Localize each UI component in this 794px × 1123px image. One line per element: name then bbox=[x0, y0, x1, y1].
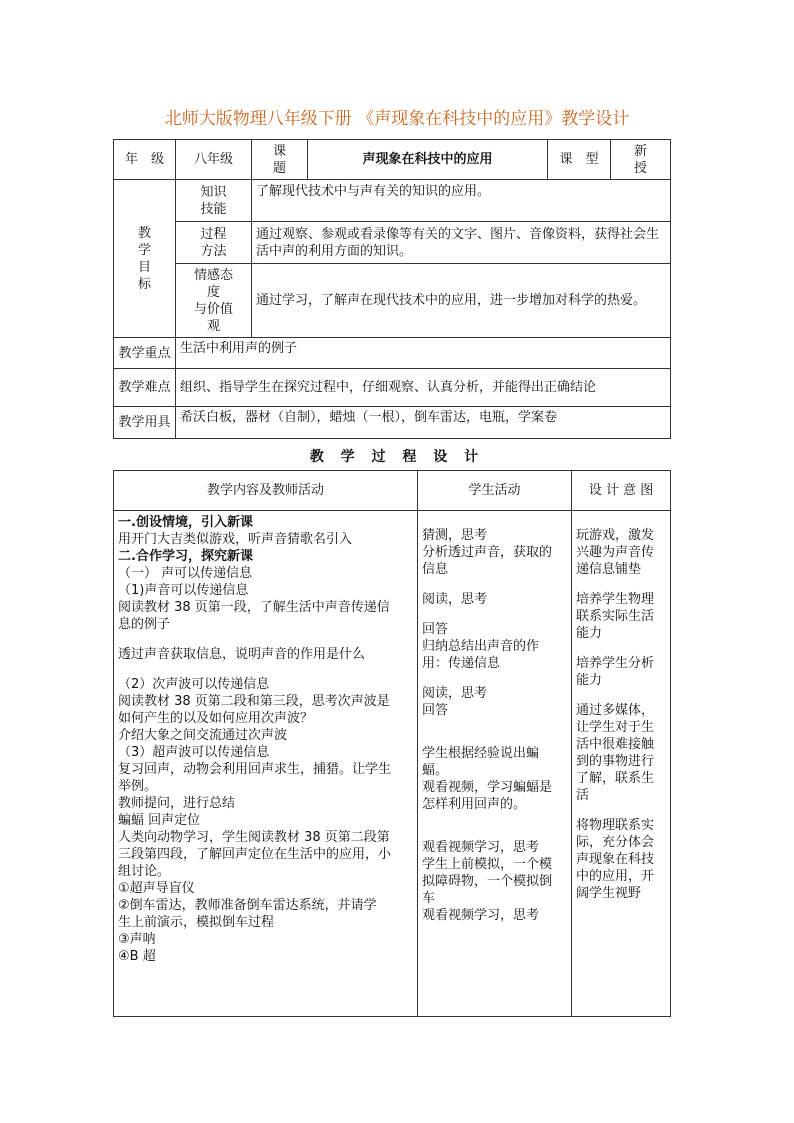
intent-line: 递信息铺垫 bbox=[576, 562, 642, 577]
student-line: 怎样利用回声的。 bbox=[422, 797, 527, 812]
key-point-text: 生活中利用声的例子 bbox=[176, 338, 671, 369]
intent-line: 将物理联系实 bbox=[576, 818, 655, 833]
objective-row-knowledge bbox=[114, 180, 671, 222]
objectives-label: 教 学 目 标 bbox=[114, 180, 176, 338]
content-line: 阅读教材 38 页第一段，了解生活中声音传递信 bbox=[118, 600, 390, 615]
intent-line: 能力 bbox=[576, 673, 603, 688]
intent-line: 培养学生分析 bbox=[576, 656, 655, 671]
tools-text: 希沃白板，器材（自制），蜡烛（一根），倒车雷达，电瓶，学案卷 bbox=[176, 407, 671, 439]
objective-label-process: 过程 方法 bbox=[176, 222, 252, 264]
student-line: 归纳总结出声音的作 bbox=[422, 639, 540, 654]
student-line: 观看视频学习，思考 bbox=[422, 908, 540, 923]
intent-line: 声现象在科技 bbox=[576, 852, 655, 867]
content-line: 阅读教材 38 页第二段和第三段，思考次声波是 bbox=[118, 694, 390, 709]
intent-line: 活中很难接触 bbox=[576, 737, 655, 752]
content-line: 教师提问，进行总结 bbox=[118, 796, 236, 811]
intent-line bbox=[576, 578, 666, 591]
intent-line: 玩游戏，激发 bbox=[576, 528, 655, 543]
content-line: 举例。 bbox=[118, 779, 158, 794]
content-line: （2）次声波可以传递信息 bbox=[118, 677, 270, 692]
student-line: 回答 bbox=[422, 703, 449, 718]
content-line: 透过声音获取信息，说明声音的作用是什么 bbox=[118, 647, 366, 662]
content-column bbox=[114, 511, 418, 1017]
key-point-row bbox=[114, 338, 671, 369]
objective-label-emotion: 情感态 度 与价值 观 bbox=[176, 264, 252, 338]
process-section-title: 教 学 过 程 设 计 bbox=[309, 449, 485, 465]
intent-line: 让学生对于生 bbox=[576, 720, 655, 735]
content-line: 三段第四段，了解回声定位在生活中的应用，小 bbox=[118, 847, 392, 862]
intent-line: 能力 bbox=[576, 626, 603, 641]
student-line: 阅读，思考 bbox=[422, 686, 488, 701]
content-line: 组讨论。 bbox=[118, 864, 171, 879]
intent-line bbox=[576, 804, 666, 817]
difficulty-text: 组织、指导学生在探究过程中，仔细观察、认真分析，并能得出正确结论 bbox=[176, 369, 671, 407]
student-line bbox=[422, 608, 567, 621]
content-line: ①超声导盲仪 bbox=[118, 881, 195, 896]
student-line: 阅读，思考 bbox=[422, 592, 488, 607]
content-line bbox=[118, 663, 413, 676]
intent-line: 了解，联系生 bbox=[576, 771, 655, 786]
objective-row-emotion bbox=[114, 264, 671, 338]
student-line: 拟障碍物，一个模拟倒 bbox=[422, 874, 553, 889]
student-line: 分析透过声音，获取的 bbox=[422, 545, 553, 560]
objective-row-process bbox=[114, 222, 671, 264]
objective-text-process: 通过观察、参观或看录像等有关的文字、图片、音像资料，获得社会生活中声的利用方面的知识。 bbox=[252, 222, 671, 264]
objective-text-emotion: 通过学习，了解声在现代技术中的应用，进一步增加对科学的热爱。 bbox=[252, 264, 671, 338]
document-title: 北师大版物理八年级下册 《声现象在科技中的应用》教学设计 bbox=[164, 109, 630, 129]
info-row bbox=[114, 140, 671, 180]
header-content: 教学内容及教师活动 bbox=[114, 471, 418, 511]
student-lines bbox=[422, 514, 567, 924]
student-line: 学生上前模拟，一个模 bbox=[422, 857, 553, 872]
student-line bbox=[422, 719, 567, 732]
student-line: 车 bbox=[422, 891, 436, 906]
content-lines bbox=[118, 514, 413, 965]
student-line: 回答 bbox=[422, 622, 449, 637]
header-student: 学生活动 bbox=[418, 471, 572, 511]
student-line: 观看视频，学习蝙蝠是 bbox=[422, 780, 553, 795]
content-line: ④B 超 bbox=[118, 949, 156, 964]
type-label: 课 型 bbox=[548, 140, 611, 180]
topic-label: 课 题 bbox=[252, 140, 308, 180]
student-line: 用：传递信息 bbox=[422, 656, 501, 671]
student-line bbox=[422, 732, 567, 745]
content-line: 息的例子 bbox=[118, 617, 171, 632]
student-column bbox=[418, 511, 572, 1017]
content-line: 如何产生的以及如何应用次声波？ bbox=[118, 711, 314, 726]
intent-line: 通过多媒体， bbox=[576, 703, 655, 718]
intent-line bbox=[576, 689, 666, 702]
content-line: 人类向动物学习，学生阅读教材 38 页第二段第 bbox=[118, 830, 390, 845]
topic-value: 声现象在科技中的应用 bbox=[308, 140, 548, 180]
intent-line: 中的应用，开 bbox=[576, 869, 655, 884]
content-line: （1)声音可以传递信息 bbox=[118, 583, 249, 598]
header-intent: 设 计 意 图 bbox=[572, 471, 671, 511]
process-body-row bbox=[114, 511, 671, 1017]
key-point-label: 教学重点 bbox=[114, 338, 176, 369]
student-line bbox=[422, 514, 567, 527]
difficulty-row bbox=[114, 369, 671, 407]
intent-line bbox=[576, 514, 666, 527]
student-line bbox=[422, 578, 567, 591]
content-line: ②倒车雷达，教师准备倒车雷达系统，并请学 bbox=[118, 898, 377, 913]
student-line: 学生根据经验说出蝙 bbox=[422, 746, 540, 761]
content-line: ③声呐 bbox=[118, 932, 156, 947]
student-line bbox=[422, 672, 567, 685]
intent-line: 活 bbox=[576, 788, 590, 803]
objective-label-knowledge: 知识 技能 bbox=[176, 180, 252, 222]
difficulty-label: 教学难点 bbox=[114, 369, 176, 407]
student-line bbox=[422, 826, 567, 839]
student-line bbox=[422, 813, 567, 826]
content-line: 介绍大象之间交流通过次声波 bbox=[118, 728, 288, 743]
intent-line: 到的事物进行 bbox=[576, 754, 655, 769]
grade-label: 年 级 bbox=[114, 140, 176, 180]
lesson-info-table bbox=[113, 139, 671, 439]
content-line: 一.创设情境，引入新课 bbox=[118, 515, 253, 530]
intent-lines bbox=[576, 514, 666, 902]
objective-text-knowledge: 了解现代技术中与声有关的知识的应用。 bbox=[252, 180, 671, 222]
intent-line bbox=[576, 642, 666, 655]
student-line: 蝠。 bbox=[422, 763, 449, 778]
tools-label: 教学用具 bbox=[114, 407, 176, 439]
content-line: （3）超声波可以传递信息 bbox=[118, 745, 270, 760]
content-line: 蝙蝠 回声定位 bbox=[118, 813, 201, 828]
intent-line: 兴趣为声音传 bbox=[576, 545, 655, 560]
student-line: 信息 bbox=[422, 562, 449, 577]
content-line: 二.合作学习，探究新课 bbox=[118, 549, 253, 564]
grade-value: 八年级 bbox=[176, 140, 252, 180]
content-line: 用开门大吉类似游戏，听声音猜歌名引入 bbox=[118, 532, 353, 547]
intent-line: 联系实际生活 bbox=[576, 609, 655, 624]
intent-column bbox=[572, 511, 671, 1017]
process-table bbox=[113, 470, 671, 1017]
content-line: 生上前演示，模拟倒车过程 bbox=[118, 915, 275, 930]
intent-line: 际，充分体会 bbox=[576, 835, 655, 850]
tools-row bbox=[114, 407, 671, 439]
intent-line: 阔学生视野 bbox=[576, 886, 642, 901]
type-value: 新 授 bbox=[611, 140, 671, 180]
student-line: 猜测，思考 bbox=[422, 528, 488, 543]
content-line: （一） 声可以传递信息 bbox=[118, 566, 253, 581]
process-header-row bbox=[114, 471, 671, 511]
student-line: 观看视频学习，思考 bbox=[422, 840, 540, 855]
intent-line: 培养学生物理 bbox=[576, 592, 655, 607]
content-line: 复习回声，动物会利用回声求生，捕猎。让学生 bbox=[118, 762, 392, 777]
content-line bbox=[118, 633, 413, 646]
